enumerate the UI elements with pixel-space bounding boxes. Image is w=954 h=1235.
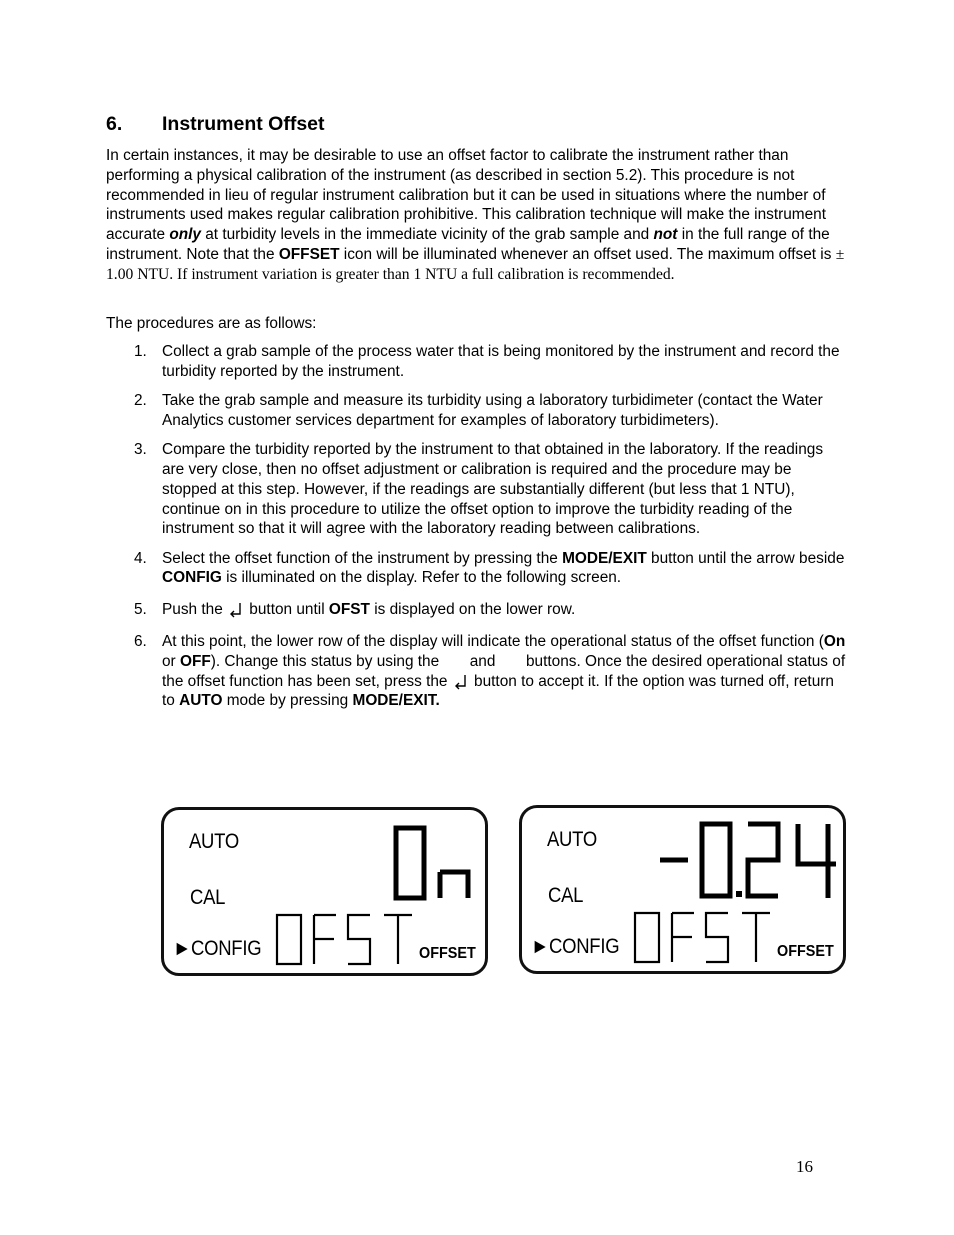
intro-text: In certain instances, it may be desirable to use an offset factor to calibrate the instrument rather than performing a physical calibration of the instrument (as described in section 5.2). This procedure is not recommended in lieu of regular instrument calibration but it can be used in situations where the number of instruments used makes regular calibration prohibitive. This calibration technique will make the instrument accurate: [106, 147, 827, 244]
step-text: ). Change this status by using the: [210, 652, 444, 670]
lcd-display-value: [519, 805, 846, 974]
mode-exit-keyword: MODE/EXIT.: [352, 692, 440, 710]
intro-text: icon will be illuminated whenever an offset used. The maximum offset is: [339, 245, 836, 263]
procedures-label: The procedures are as follows:: [106, 315, 317, 332]
step-text: button until the arrow beside: [646, 549, 845, 567]
intro-text-serif: ± 1.00 NTU. If instrument variation is greater than 1 NTU a full calibration is recommended.: [106, 245, 845, 283]
list-item: [106, 342, 846, 382]
list-item: [106, 440, 846, 539]
step-number: 6.: [134, 633, 147, 651]
list-item: [106, 391, 846, 431]
lower-row-segment-ofst: [274, 912, 419, 970]
list-item: [106, 600, 846, 620]
offset-indicator: OFFSET: [777, 943, 834, 960]
emphasis-not: not: [653, 226, 678, 244]
procedure-steps: [106, 342, 846, 721]
step-text: is displayed on the lower row.: [369, 601, 576, 619]
lcd-display-on: [161, 807, 488, 976]
auto-keyword: AUTO: [179, 692, 223, 710]
step-text: At this point, the lower row of the display will indicate the operational status of the offset function (: [162, 633, 824, 651]
step-number: 3.: [134, 441, 147, 459]
ofst-keyword: OFST: [328, 601, 370, 619]
step-text: or: [162, 652, 180, 670]
list-item: [106, 549, 846, 589]
upper-row-segment-value: [658, 820, 843, 902]
section-number: 6.: [106, 113, 123, 135]
step-text: button until: [245, 601, 329, 619]
step-number: 5.: [134, 601, 147, 619]
step-number: 2.: [134, 392, 147, 410]
enter-icon: [229, 602, 243, 618]
page-number: 16: [796, 1157, 813, 1176]
step-text: Select the offset function of the instrument by pressing the: [162, 549, 563, 567]
section-title: Instrument Offset: [162, 113, 325, 135]
intro-paragraph: [106, 146, 846, 285]
step-text: and: [465, 652, 500, 670]
step-text: buttons. Once the desired operational status of the offset function has been set, press the: [162, 652, 846, 690]
intro-text: in the full range of the instrument. Note that the: [106, 226, 830, 263]
off-keyword: OFF: [179, 652, 211, 670]
on-keyword: On: [823, 633, 846, 651]
step-text: is illuminated on the display. Refer to the following screen.: [221, 569, 622, 587]
step-text: button to accept it. If the option was turned off, return to: [162, 672, 834, 710]
lower-row-segment-ofst: [632, 910, 777, 968]
upper-row-segment-on: [390, 824, 480, 904]
enter-icon: [454, 674, 468, 690]
step-text: Take the grab sample and measure its turbidity using a laboratory turbidimeter (contact the Water Analytics customer services department for examples of laboratory turbidimeters).: [162, 392, 823, 429]
auto-label: AUTO: [547, 828, 597, 851]
config-label: ►CONFIG: [173, 937, 262, 960]
step-number: 1.: [134, 343, 147, 360]
step-text: Push the: [162, 601, 228, 619]
config-keyword: CONFIG: [162, 569, 222, 587]
step-text: mode by pressing: [222, 692, 353, 710]
auto-label: AUTO: [189, 830, 239, 853]
step-text: Collect a grab sample of the process water that is being monitored by the instrument and record the turbidity reported by the instrument.: [162, 343, 840, 380]
offset-keyword: OFFSET: [278, 245, 340, 263]
mode-exit-keyword: MODE/EXIT: [562, 549, 647, 567]
config-label: ►CONFIG: [531, 935, 620, 958]
offset-indicator: OFFSET: [419, 945, 476, 962]
step-number: 4.: [134, 549, 147, 567]
list-item: [106, 632, 846, 711]
cal-label: CAL: [190, 886, 226, 909]
step-text: Compare the turbidity reported by the instrument to that obtained in the laboratory. If the readings are very close, then no offset adjustment or calibration is required and the procedure may be stopped at this step. However, if the readings are substantially different (but less that 1 NTU), continue on in this procedure to utilize the offset option to improve the turbidity reading of the instrument so that it will agree with the laboratory reading between calibrations.: [162, 441, 824, 538]
emphasis-only: only: [169, 226, 201, 244]
cal-label: CAL: [548, 884, 584, 907]
intro-text: at turbidity levels in the immediate vicinity of the grab sample and: [200, 226, 654, 244]
section-heading: [106, 113, 325, 136]
